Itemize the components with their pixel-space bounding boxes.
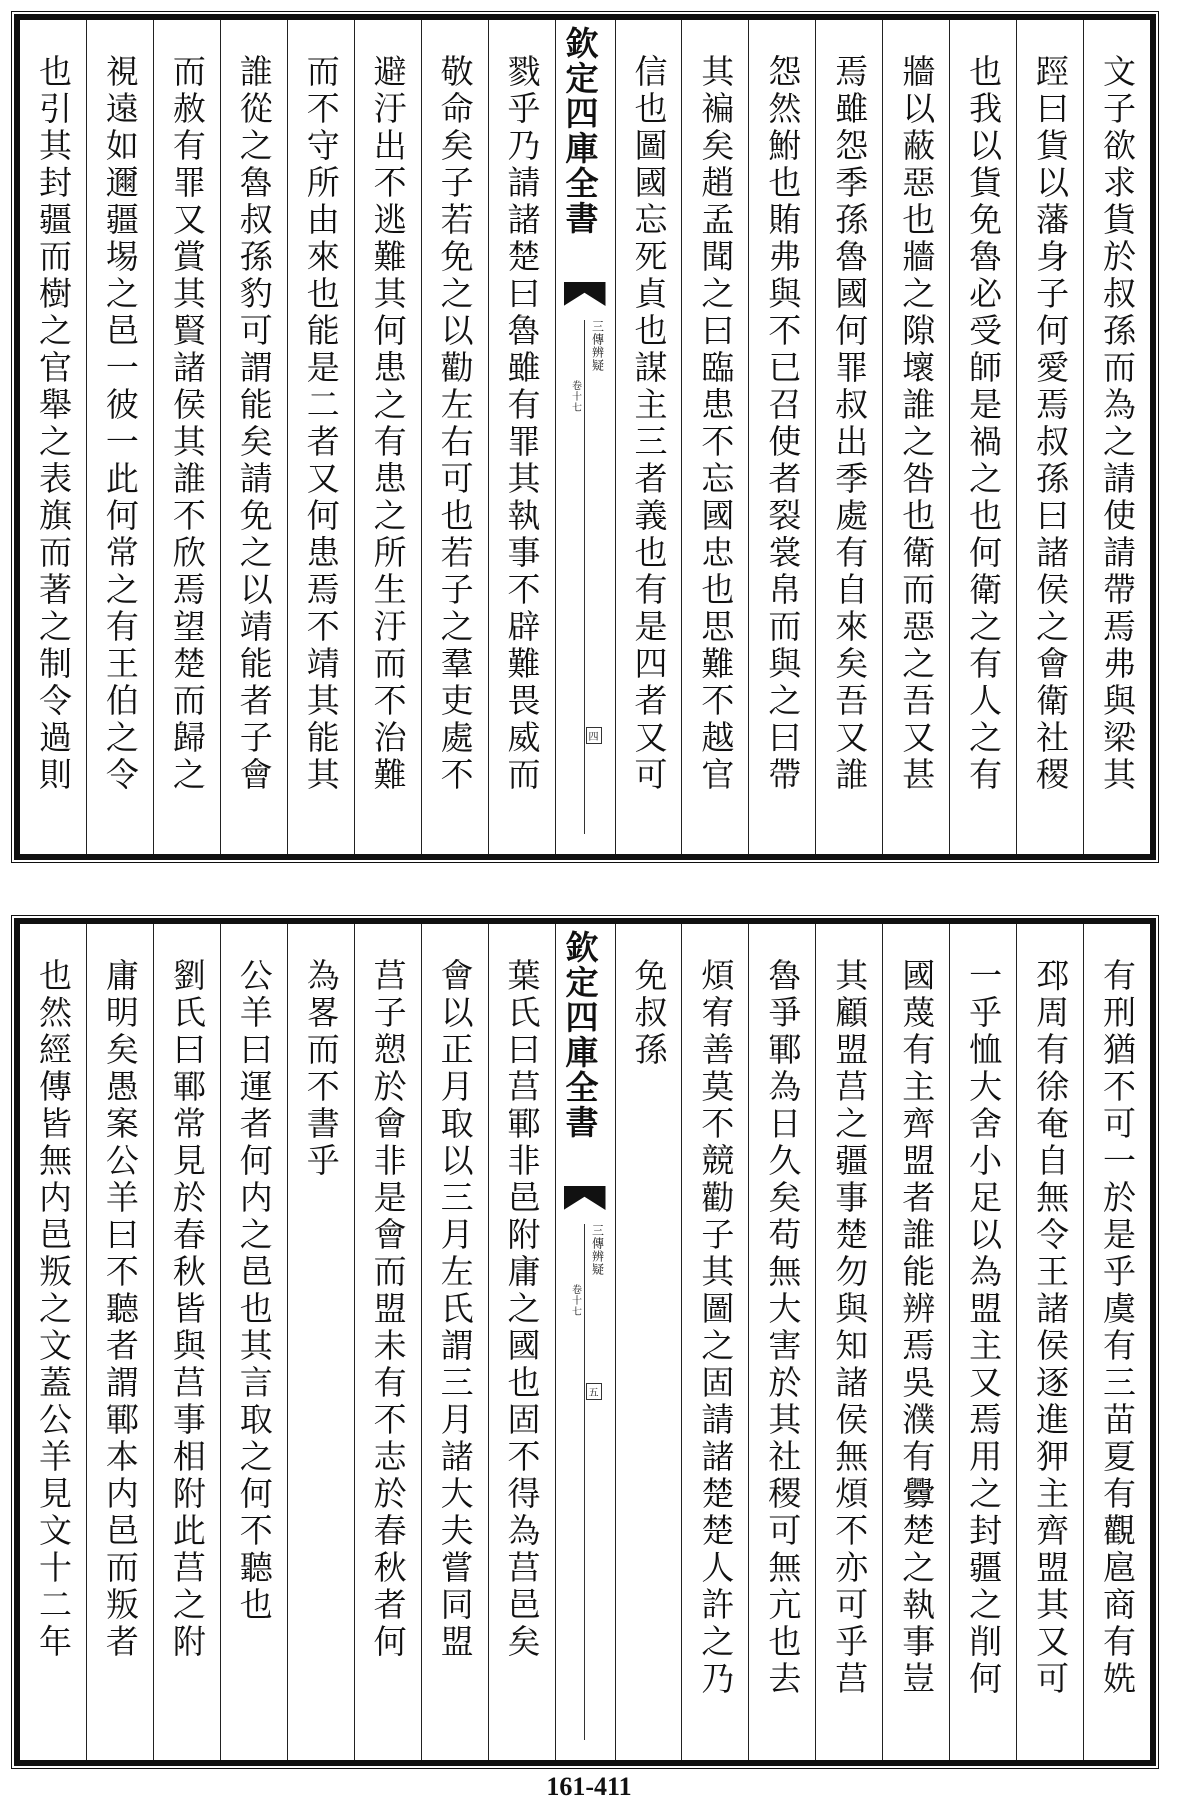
bottom-book-page	[14, 918, 1156, 1766]
text-column: 一乎恤大舍小足以為盟主又焉用之封疆之削何	[949, 924, 1016, 1760]
volume-label: 卷十七	[569, 380, 581, 413]
text-column: 魯爭鄆為日久矣苟無大害於其社稷可無亢也去	[748, 924, 815, 1760]
text-column: 信也圖國忘死貞也謀主三者義也有是四者又可	[615, 20, 682, 854]
book-title: 欽定四庫全書	[560, 26, 600, 236]
text-column: 煩宥善莫不競勸子其圖之固請諸楚楚人許之乃	[681, 924, 748, 1760]
text-column: 牆以蔽惡也牆之隙壞誰之咎也衛而惡之吾又甚	[882, 20, 949, 854]
text-column: 文子欲求貨於叔孫而為之請使請帶焉弗與梁其	[1083, 20, 1150, 854]
text-column: 公羊曰運者何内之邑也其言取之何不聽也	[220, 924, 287, 1760]
text-column: 踁曰貨以藩身子何愛焉叔孫曰諸侯之會衛社稷	[1016, 20, 1083, 854]
text-column: 免叔孫	[615, 924, 682, 1760]
text-column: 庸明矣愚案公羊曰不聽者謂鄆本内邑而叛者	[86, 924, 153, 1760]
text-column: 避汙出不逃難其何患之有患之所生汙而不治難	[354, 20, 421, 854]
text-column: 而赦有罪又賞其賢諸侯其誰不欣焉望楚而歸之	[153, 20, 220, 854]
work-title: 三傳辨疑	[590, 1224, 605, 1276]
text-column: 莒子愬於會非是會而盟未有不志於春秋者何	[354, 924, 421, 1760]
text-column: 也我以貨免魯必受師是禍之也何衛之有人之有	[949, 20, 1016, 854]
top-text-columns	[20, 20, 1150, 854]
text-column: 戮乎乃請諸楚曰魯雖有罪其執事不辟難畏威而	[488, 20, 555, 854]
text-column: 國蔑有主齊盟者誰能辨焉吳濮有釁楚之執事豈	[882, 924, 949, 1760]
book-title: 欽定四庫全書	[560, 930, 600, 1140]
text-column: 有刑猶不可一於是乎虞有三苗夏有觀扈商有姺	[1083, 924, 1150, 1760]
page-number: 五	[586, 1383, 602, 1400]
gutter-line	[584, 1224, 585, 1740]
text-column: 誰從之魯叔孫豹可謂能矣請免之以靖能者子會	[220, 20, 287, 854]
text-column: 視遠如邇疆埸之邑一彼一此何常之有王伯之令	[86, 20, 153, 854]
center-gutter	[555, 20, 615, 854]
center-gutter	[555, 924, 615, 1760]
bottom-text-columns	[20, 924, 1150, 1760]
text-column: 會以正月取以三月左氏謂三月諸大夫嘗同盟	[421, 924, 488, 1760]
fish-tail-mark	[564, 1186, 606, 1210]
text-column: 葉氏曰莒鄆非邑附庸之國也固不得為莒邑矣	[488, 924, 555, 1760]
text-column: 怨然鮒也賄弗與不已召使者裂裳帛而與之曰帶	[748, 20, 815, 854]
text-column: 也然經傳皆無内邑叛之文蓋公羊見文十二年	[33, 958, 73, 1661]
volume-label: 卷十七	[569, 1284, 581, 1317]
text-column: 焉雖怨季孫魯國何罪叔出季處有自來矣吾又誰	[815, 20, 882, 854]
text-column: 其顧盟莒之疆事楚勿與知諸侯無煩不亦可乎莒	[815, 924, 882, 1760]
gutter-line	[584, 320, 585, 834]
text-column: 敬命矣子若免之以勸左右可也若子之羣吏處不	[421, 20, 488, 854]
text-column: 劉氏曰鄆常見於春秋皆與莒事相附此莒之附	[153, 924, 220, 1760]
text-column: 為畧而不書乎	[287, 924, 354, 1760]
top-book-page	[14, 14, 1156, 860]
text-column: 也引其封疆而樹之官舉之表旗而著之制令過則	[33, 54, 73, 794]
page-number: 四	[586, 727, 602, 744]
text-column: 邳周有徐奄自無令王諸侯逐進狎主齊盟其又可	[1016, 924, 1083, 1760]
fish-tail-mark	[564, 282, 606, 306]
text-column: 而不守所由來也能是二者又何患焉不靖其能其	[287, 20, 354, 854]
work-title: 三傳辨疑	[590, 320, 605, 372]
text-column: 其褊矣趙孟聞之曰臨患不忘國忠也思難不越官	[681, 20, 748, 854]
scan-page-number: 161-411	[546, 1772, 632, 1801]
